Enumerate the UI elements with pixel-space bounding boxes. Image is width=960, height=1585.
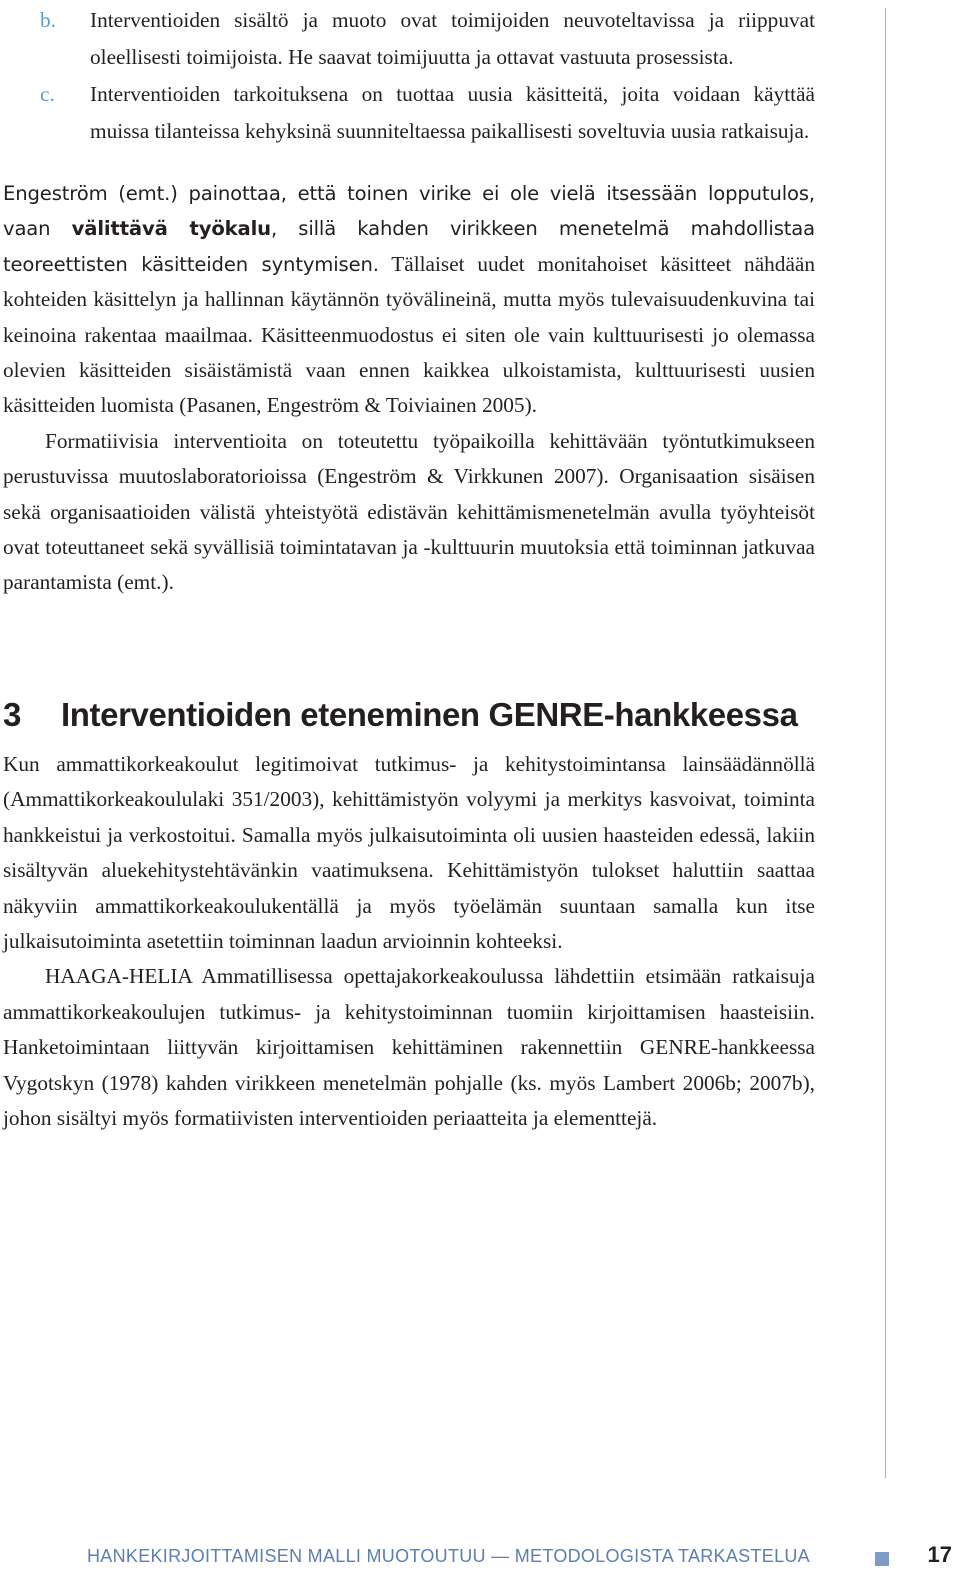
page-number: 17 <box>927 1542 952 1567</box>
running-title: HANKEKIRJOITTAMISEN MALLI MUOTOUTUU — METODOLOGISTA TARKASTELUA <box>86 1546 810 1566</box>
paragraph-formative-interventions: Formatiivisia interventioita on toteutettu työpaikoilla kehittävään työntutkimukseen perustuvissa muutoslaboratorioissa (Engeström & Virkkunen 2007). Organisaation sisäisen sekä organisaatioiden välistä yhteistyötä edistävän kehittämismenetelmän avulla työyhteisöt ovat toteuttaneet sekä syvällisiä toimintatavan ja -kulttuurin muutoksia että toiminnan jatkuvaa parantamista (emt.). <box>3 428 815 595</box>
paragraph-engestrom-part2: , sillä kahden virikkeen menetelmä mahdollistaa teoreettisten käsitteiden syntymisen. <box>3 217 815 276</box>
list-item <box>3 76 815 150</box>
footer-square-icon <box>875 1552 889 1566</box>
lettered-list <box>3 2 815 150</box>
page-footer <box>0 1542 960 1572</box>
section-heading <box>3 693 815 737</box>
section-paragraph-2: HAAGA-HELIA Ammatillisessa opettajakorkeakoulussa lähdettiin etsimään ratkaisuja ammattikorkeakoulujen tutkimus- ja kehitystoiminnan tuomiin kirjoittamisen haasteisiin. Hanketoimintaan liittyvän kirjoittamisen kehittäminen rakennettiin GENRE-hankkeessa Vygotskyn (1978) kahden virikkeen menetelmän pohjalle (ks. myös Lambert 2006b; 2007b), johon sisältyi myös formatiivisten interventioiden periaatteita ja elementtejä. <box>3 964 815 1130</box>
list-marker: c. <box>40 82 55 106</box>
list-item-text: Interventioiden sisältö ja muoto ovat toimijoiden neuvoteltavissa ja riippuvat oleellisesti toimijoista. He saavat toimijuutta ja ottavat vastuuta prosessista. <box>90 8 815 69</box>
paragraph-engestrom <box>3 176 815 424</box>
section-body <box>3 747 815 1136</box>
page-content <box>3 2 815 1136</box>
list-item <box>3 2 815 76</box>
section-number: 3 <box>3 695 21 733</box>
paragraph-engestrom-part1: Engeström (emt.) painottaa, että toinen virike ei ole vielä itsessään lopputulos, vaan <box>3 182 815 241</box>
list-item-text: Interventioiden tarkoituksena on tuottaa uusia käsitteitä, joita voidaan käyttää muissa tilanteissa kehyksinä suunniteltaessa paikallisesti soveltuvia uusia ratkaisuja. <box>90 82 815 143</box>
section-paragraph-1: Kun ammattikorkeakoulut legitimoivat tutkimus- ja kehitystoimintansa lainsäädännöllä (Ammattikorkeakoululaki 351/2003), kehittämistyön volyymi ja merkitys kasvoivat, toiminta hankkeistui ja verkostoitui. Samalla myös julkaisutoiminta oli uusien haasteiden edessä, lakiin sisältyvän aluekehitystehtävänkin vaatimuksena. Kehittämistyön tulokset haluttiin saattaa näkyviin ammattikorkeakoulukentällä ja myös työelämän suuntaan samalla kun itse julkaisutoiminta asetettiin toiminnan laadun arvioinnin kohteeksi. <box>3 751 815 953</box>
emphasis-mediating-tool: välittävä työkalu <box>71 217 271 241</box>
list-marker: b. <box>40 8 56 32</box>
section-title: Interventioiden eteneminen GENRE-hankkeessa <box>61 695 798 733</box>
paragraph-engestrom-part3: Tällaiset uudet monitahoiset käsitteet nähdään kohteiden käsittelyn ja hallinnan käytännön työvälineinä, mutta myös tulevaisuudenkuvina tai keinoina rakentaa maailmaa. Käsitteenmuodostus ei siten ole vain kulttuurisesti jo olemassa olevien käsitteiden sisäistämistä vaan ennen kaikkea ulkoistamista, kulttuurisesti uusien käsitteiden luomista (Pasanen, Engeström & Toiviainen 2005). <box>3 251 815 418</box>
margin-rule <box>885 8 886 1478</box>
